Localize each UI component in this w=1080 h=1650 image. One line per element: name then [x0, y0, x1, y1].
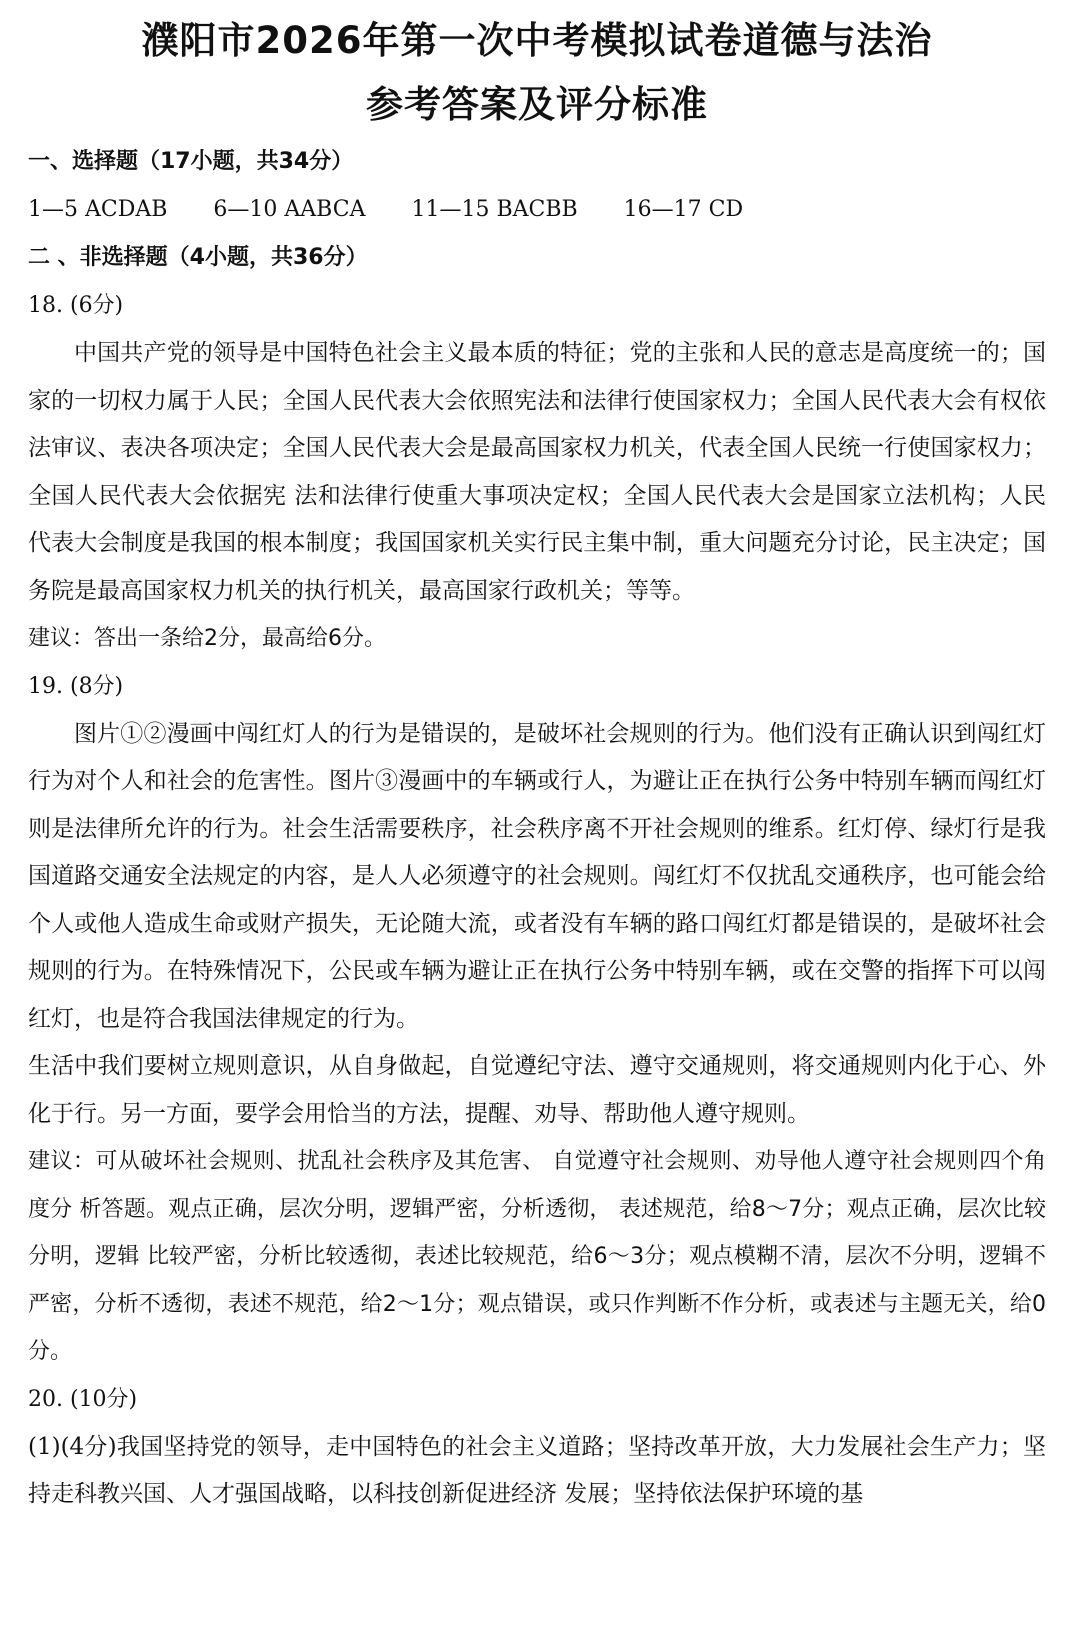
- question-19-answer: 图片①②漫画中闯红灯人的行为是错误的，是破坏社会规则的行为。他们没有正确认识到闯红灯行为对个人和社会的危害性。图片③漫画中的车辆或行人，为避让正在执行公务中特别车辆而闯红灯则是法律所允许的行为。社会生活需要秩序，社会秩序离不开社会规则的维系。红灯停、绿灯行是我国道路交通安全法规定的内容，是人人必须遵守的社会规则。闯红灯不仅扰乱交通秩序，也可能会给个人或他人造成生命或财产损失，无论随大流，或者没有车辆的路口闯红灯都是错误的，是破坏社会规则的行为。在特殊情况下，公民或车辆为避让正在执行公务中特别车辆，或在交警的指挥下可以闯红灯，也是符合我国法律规定的行为。: [28, 720, 1046, 1032]
- document-title: 濮阳市2026年第一次中考模拟试卷道德与法治: [141, 19, 933, 62]
- question-19-advice: 建议：可从破坏社会规则、扰乱社会秩序及其危害、 自觉遵守社会规则、劝导他人遵守社会规则四个角度分 析答题。观点正确，层次分明，逻辑严密，分析透彻， 表述规范，给8～7分；观点正确，层次比较分明，逻辑 比较严密，分析比较透彻，表述比较规范，给6～3分；观点模糊不清，层次不分明，逻辑不严密，分析不透彻，表述不规范，给2～1分；观点错误，或只作判断不作分析，或表述与主题无关，给0分。: [28, 1149, 1046, 1364]
- answer-group-16-17: 16—17 CD: [623, 197, 744, 222]
- question-18-number: 18. (6分): [28, 293, 124, 318]
- multiple-choice-answers: [28, 186, 1046, 234]
- answer-group-1-5: 1—5 ACDAB: [28, 197, 168, 222]
- question-19-number: 19. (8分): [28, 673, 124, 699]
- question-18-answer: 中国共产党的领导是中国特色社会主义最本质的特征；党的主张和人民的意志是高度统一的；国家的一切权力属于人民；全国人民代表大会依照宪法和法律行使国家权力；全国人民代表大会有权依法审议、表决各项决定；全国人民代表大会是最高国家权力机关，代表全国人民统一行使国家权力；全国人民代表大会依据宪 法和法律行使重大事项决定权；全国人民代表大会是国家立法机构；人民代表大会制度是我国的根本制度；我国国家机关实行民主集中制，重大问题充分讨论，民主决定；国务院是最高国家权力机关的执行机关，最高国家行政机关；等等。: [28, 340, 1046, 604]
- answer-group-6-10: 6—10 AABCA: [213, 197, 366, 222]
- answer-group-11-15: 11—15 BACBB: [411, 197, 578, 222]
- question-18-advice: 建议：答出一条给2分，最高给6分。: [28, 626, 386, 651]
- question-20-number: 20. (10分): [28, 1386, 138, 1412]
- document-subtitle: 参考答案及评分标准: [366, 83, 708, 126]
- question-19-answer-continued: 生活中我们要树立规则意识，从自身做起，自觉遵纪守法、遵守交通规则，将交通规则内化于心、外化于行。另一方面，要学会用恰当的方法，提醒、劝导、帮助他人遵守规则。: [28, 1053, 1046, 1127]
- question-20-part-1: (1)(4分)我国坚持党的领导，走中国特色的社会主义道路；坚持改革开放，大力发展社会生产力；坚持走科教兴国、人才强国战略，以科技创新促进经济 发展；坚持依法保护环境的基: [28, 1433, 1046, 1507]
- section-2-heading: 二 、非选择题（4小题，共36分）: [28, 245, 368, 270]
- section-1-heading: 一、选择题（17小题，共34分）: [28, 149, 354, 174]
